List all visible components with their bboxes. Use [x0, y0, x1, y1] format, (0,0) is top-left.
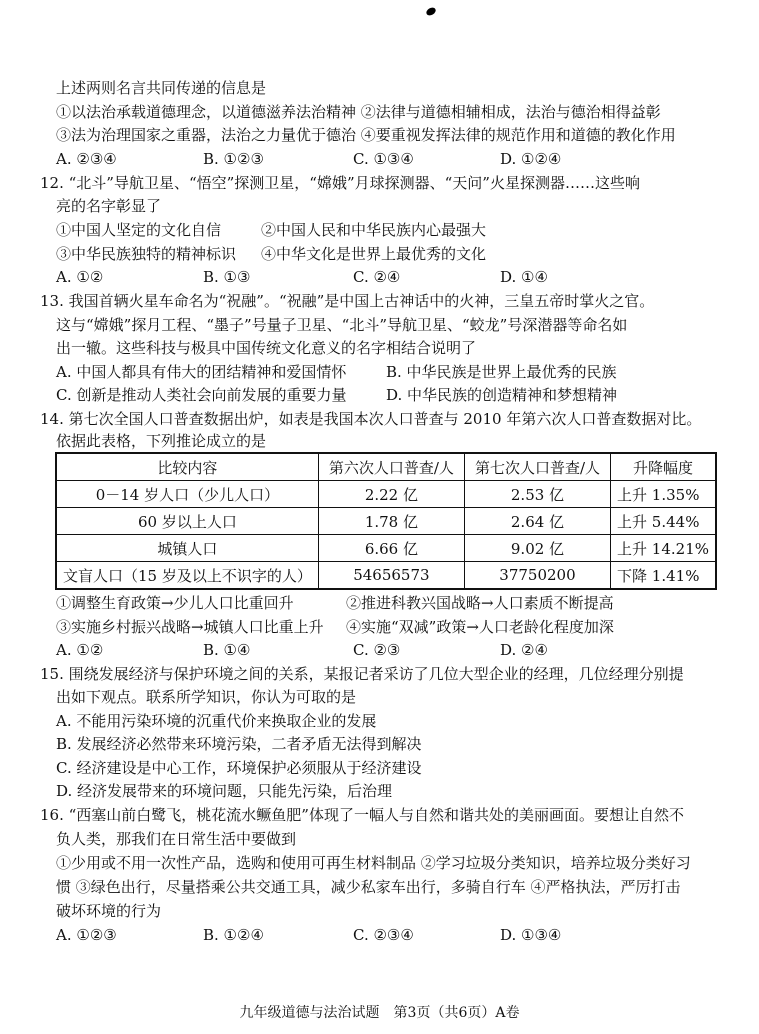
q12-stem-line2: 亮的名字彰显了	[56, 197, 162, 215]
q11-statements-line1: ①以法治承载道德理念，以道德滋养法治精神 ②法律与道德相辅相成，法治与德治相得益彰	[56, 103, 661, 121]
q16-statements-line3: 破坏环境的行为	[56, 902, 162, 920]
q14-statement-4: ④实施“双减”政策→人口老龄化程度加深	[346, 618, 614, 636]
ink-mark	[425, 6, 437, 17]
q14-statement-2: ②推进科教兴国战略→人口素质不断提高	[346, 594, 614, 612]
q16-stem-line2: 负人类，那我们在日常生活中要做到	[56, 830, 297, 848]
q13-stem-line1: 13. 我国首辆火星车命名为“祝融”。“祝融”是中国上古神话中的火神，三皇五帝时掌火之官。	[40, 292, 655, 310]
q12-statement-4: ④中华文化是世界上最优秀的文化	[261, 245, 487, 263]
q15-option-d[interactable]: D. 经济发展带来的环境问题，只能先污染，后治理	[56, 782, 393, 800]
sixth-value: 2.22 亿	[318, 481, 464, 508]
q12-option-d[interactable]: D. ①④	[500, 268, 548, 286]
table-row	[56, 508, 716, 535]
q11-statements-line2: ③法为治理国家之重器，法治之力量优于德治 ④要重视发挥法律的规范作用和道德的教化作用	[56, 126, 676, 144]
q12-option-b[interactable]: B. ①③	[203, 268, 251, 286]
q12-statement-1: ①中国人坚定的文化自信	[56, 221, 222, 239]
change-value: 上升 1.35%	[611, 481, 716, 508]
q14-statement-1: ①调整生育政策→少儿人口比重回升	[56, 594, 294, 612]
q11-option-c[interactable]: C. ①③④	[353, 150, 414, 168]
q11-option-d[interactable]: D. ①②④	[500, 150, 562, 168]
q12-option-a[interactable]: A. ①②	[56, 268, 104, 286]
q11-option-b[interactable]: B. ①②③	[203, 150, 264, 168]
q13-option-c[interactable]: C. 创新是推动人类社会向前发展的重要力量	[56, 386, 347, 404]
q15-option-b[interactable]: B. 发展经济必然带来环境污染，二者矛盾无法得到解决	[56, 735, 422, 753]
sixth-value: 1.78 亿	[318, 508, 464, 535]
q12-option-c[interactable]: C. ②④	[353, 268, 401, 286]
q13-stem-line2: 这与“嫦娥”探月工程、“墨子”号量子卫星、“北斗”导航卫星、“蛟龙”号深潜器等命名如	[56, 316, 628, 334]
q16-statements-line1: ①少用或不用一次性产品，选购和使用可再生材料制品 ②学习垃圾分类知识，培养垃圾分类好习	[56, 854, 691, 872]
q16-option-a[interactable]: A. ①②③	[56, 926, 117, 944]
page-footer: 九年级道德与法治试题 第3页（共6页）A卷	[239, 1005, 520, 1021]
table-row	[56, 535, 716, 562]
q11-stem: 上述两则名言共同传递的信息是	[56, 79, 267, 97]
col-header-item: 比较内容	[56, 453, 318, 481]
q14-option-a[interactable]: A. ①②	[56, 641, 104, 659]
q14-stem-line1: 14. 第七次全国人口普查数据出炉，如表是我国本次人口普查与 2010 年第六次人口普查数据对比。	[40, 410, 702, 428]
q16-stem-line1: 16. “西塞山前白鹭飞，桃花流水鳜鱼肥”体现了一幅人与自然和谐共处的美丽画面。要想让自然不	[40, 806, 684, 824]
q16-option-c[interactable]: C. ②③④	[353, 926, 414, 944]
seventh-value: 37750200	[464, 562, 610, 590]
q13-option-b[interactable]: B. 中华民族是世界上最优秀的民族	[386, 363, 617, 381]
q12-statement-2: ②中国人民和中华民族内心最强大	[261, 221, 487, 239]
row-label: 0－14 岁人口（少儿人口）	[56, 481, 318, 508]
seventh-value: 2.53 亿	[464, 481, 610, 508]
q15-option-c[interactable]: C. 经济建设是中心工作，环境保护必须服从于经济建设	[56, 759, 422, 777]
q11-option-a[interactable]: A. ②③④	[56, 150, 117, 168]
q12-statement-3: ③中华民族独特的精神标识	[56, 245, 237, 263]
q12-stem-line1: 12. “北斗”导航卫星、“悟空”探测卫星，“嫦娥”月球探测器、“天问”火星探测器……这些响	[40, 174, 640, 192]
change-value: 上升 14.21%	[611, 535, 716, 562]
q14-option-d[interactable]: D. ②④	[500, 641, 548, 659]
q15-option-a[interactable]: A. 不能用污染环境的沉重代价来换取企业的发展	[56, 712, 377, 730]
table-row	[56, 481, 716, 508]
q15-stem-line1: 15. 围绕发展经济与保护环境之间的关系，某报记者采访了几位大型企业的经理，几位经理分别提	[40, 665, 684, 683]
q15-stem-line2: 出如下观点。联系所学知识，你认为可取的是	[56, 688, 357, 706]
q13-option-a[interactable]: A. 中国人都具有伟大的团结精神和爱国情怀	[56, 363, 347, 381]
sixth-value: 6.66 亿	[318, 535, 464, 562]
change-value: 下降 1.41%	[611, 562, 716, 590]
change-value: 上升 5.44%	[611, 508, 716, 535]
q13-option-d[interactable]: D. 中华民族的创造精神和梦想精神	[386, 386, 618, 404]
sixth-value: 54656573	[318, 562, 464, 590]
q13-stem-line3: 出一辙。这些科技与极具中国传统文化意义的名字相结合说明了	[56, 339, 477, 357]
table-header-row	[56, 453, 716, 481]
col-header-sixth-census: 第六次人口普查/人	[318, 453, 464, 481]
q16-option-b[interactable]: B. ①②④	[203, 926, 264, 944]
q14-stem-line2: 依据此表格，下列推论成立的是	[56, 432, 267, 450]
row-label: 城镇人口	[56, 535, 318, 562]
q14-option-c[interactable]: C. ②③	[353, 641, 401, 659]
q14-statement-3: ③实施乡村振兴战略→城镇人口比重上升	[56, 618, 324, 636]
seventh-value: 2.64 亿	[464, 508, 610, 535]
col-header-change: 升降幅度	[611, 453, 716, 481]
row-label: 60 岁以上人口	[56, 508, 318, 535]
q14-option-b[interactable]: B. ①④	[203, 641, 251, 659]
q16-statements-line2: 惯 ③绿色出行，尽量搭乘公共交通工具，减少私家车出行，多骑自行车 ④严格执法，严厉打击	[56, 878, 681, 896]
census-comparison-table	[55, 452, 717, 590]
q16-option-d[interactable]: D. ①③④	[500, 926, 562, 944]
col-header-seventh-census: 第七次人口普查/人	[464, 453, 610, 481]
seventh-value: 9.02 亿	[464, 535, 610, 562]
table-row	[56, 562, 716, 590]
row-label: 文盲人口（15 岁及以上不识字的人）	[56, 562, 318, 590]
